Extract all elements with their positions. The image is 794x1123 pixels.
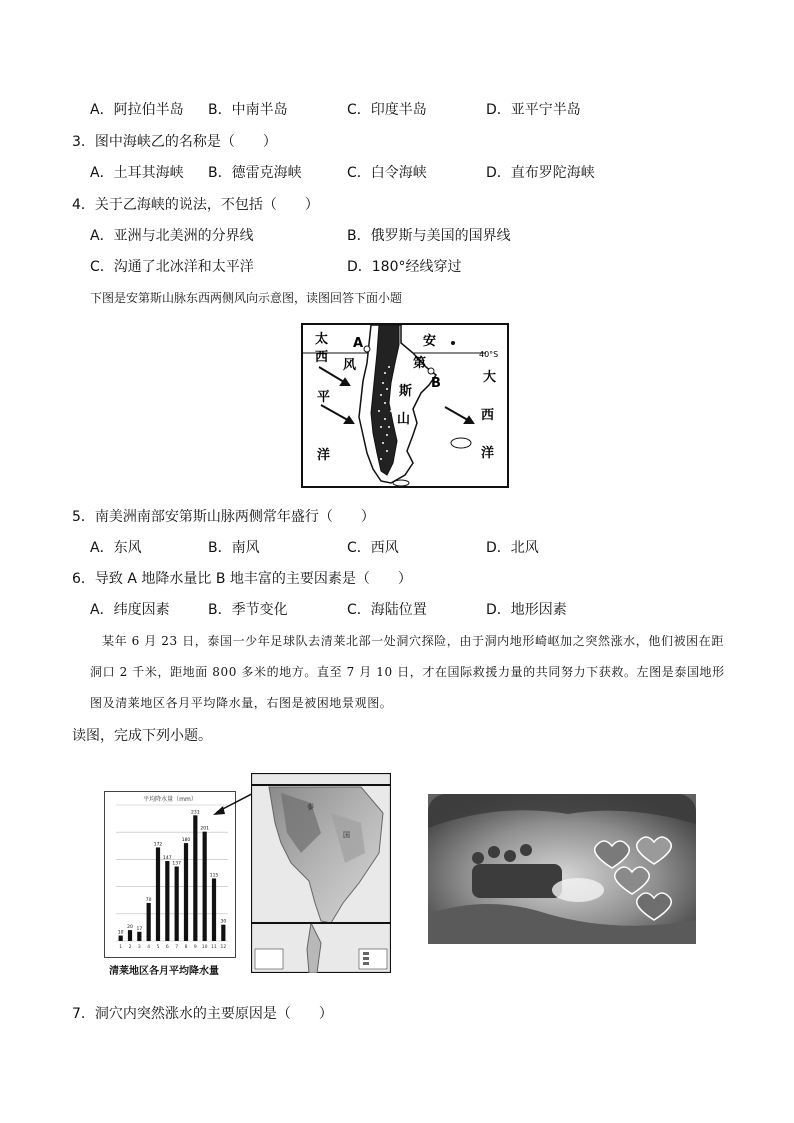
chart-x-tick: 8 <box>184 945 188 950</box>
q3-stem: 3．图中海峡乙的名称是（ ） <box>72 134 277 150</box>
chart-x-tick: 5 <box>156 945 160 950</box>
chart-bar <box>165 861 169 941</box>
chart-data-label: 172 <box>153 842 163 848</box>
q5-option-d: D．北风 <box>486 540 539 556</box>
chart-data-label: 231 <box>191 810 200 816</box>
map-label-xi: 西 <box>315 350 329 365</box>
map-label-da: 大 <box>483 370 497 385</box>
map-label-xi2: 西 <box>481 408 495 423</box>
q6-option-d: D．地形因素 <box>486 602 567 618</box>
chart-data-label: 70 <box>145 897 152 903</box>
q2-option-d: D．亚平宁半岛 <box>486 102 581 118</box>
chart-x-tick: 11 <box>211 945 217 950</box>
map-label-yang: 洋 <box>317 448 331 463</box>
chart-title: 平均降水量（mm） <box>143 796 197 803</box>
map-label-ping: 平 <box>317 390 331 405</box>
chart-data-label: 147 <box>163 856 172 862</box>
chart-data-label: 20 <box>127 925 133 931</box>
andes-wind-map <box>301 323 509 490</box>
q2-option-b: B．中南半岛 <box>208 102 288 118</box>
intro-andes: 下图是安第斯山脉东西两侧风向示意图，读图回答下面小题 <box>90 291 403 305</box>
map-label-an: 安 <box>423 334 437 349</box>
chart-bar <box>184 843 188 941</box>
q5-stem: 5．南美洲南部安第斯山脉两侧常年盛行（ ） <box>72 509 375 525</box>
thai-map-label-tai: 泰 <box>307 803 314 811</box>
q4-option-a: A．亚洲与北美洲的分界线 <box>90 228 254 244</box>
map-label-yang2: 洋 <box>481 446 495 461</box>
chart-data-label: 180 <box>181 838 191 844</box>
q4-option-d: D．180°经线穿过 <box>347 259 462 275</box>
q6-stem: 6．导致 A 地降水量比 B 地丰富的主要因素是（ ） <box>72 571 412 587</box>
chart-data-label: 17 <box>136 926 143 932</box>
chart-data-label: 115 <box>209 873 219 879</box>
q3-option-d: D．直布罗陀海峡 <box>486 165 595 181</box>
q7-stem: 7．洞穴内突然涨水的主要原因是（ ） <box>72 1006 333 1022</box>
chart-bar <box>147 903 151 941</box>
chart-x-tick: 4 <box>147 945 151 950</box>
cave-scene-illustration <box>428 794 696 944</box>
q6-option-c: C．海陆位置 <box>347 602 427 618</box>
q2-option-a: A．阿拉伯半岛 <box>90 102 184 118</box>
chart-bar <box>212 878 216 941</box>
chart-data-label: 201 <box>200 826 209 832</box>
chart-data-label: 137 <box>172 861 181 867</box>
q2-option-c: C．印度半岛 <box>347 102 427 118</box>
thai-map-label-guo: 国 <box>343 831 350 839</box>
map-label-di: 第 <box>413 356 427 371</box>
chart-x-tick: 2 <box>128 945 132 950</box>
read-prompt: 读图，完成下列小题。 <box>72 728 212 744</box>
chart-bar <box>221 925 225 941</box>
map-label-si: 斯 <box>399 384 413 399</box>
chart-bar <box>203 832 207 941</box>
chart-data-label: 30 <box>220 919 227 925</box>
q5-option-a: A．东风 <box>90 540 142 556</box>
q6-option-a: A．纬度因素 <box>90 602 170 618</box>
map-label-tai: 太 <box>315 332 329 347</box>
chart-x-tick: 6 <box>165 945 169 950</box>
map-label-shan: 山 <box>397 412 411 427</box>
chart-x-tick: 3 <box>137 945 141 950</box>
chart-x-tick: 9 <box>193 945 197 950</box>
q4-stem: 4．关于乙海峡的说法，不包括（ ） <box>72 197 319 213</box>
q5-option-b: B．南风 <box>208 540 260 556</box>
q6-option-b: B．季节变化 <box>208 602 288 618</box>
chart-bar <box>128 930 132 941</box>
q3-option-b: B．德雷克海峡 <box>208 165 302 181</box>
chart-bar <box>137 932 141 941</box>
q5-option-c: C．西风 <box>347 540 399 556</box>
chart-bar <box>193 815 197 941</box>
q4-option-c: C．沟通了北冰洋和太平洋 <box>90 259 254 275</box>
thailand-terrain-map <box>251 773 391 973</box>
q4-option-b: B．俄罗斯与美国的国界线 <box>347 228 511 244</box>
map-label-a: A <box>353 336 364 351</box>
chart-bar <box>119 936 123 941</box>
map-label-lat: 40°S <box>479 350 499 359</box>
chart-data-label: 10 <box>117 930 124 936</box>
chart-caption: 清莱地区各月平均降水量 <box>109 966 219 977</box>
chart-x-tick: 7 <box>175 945 179 950</box>
map-label-b: B <box>431 376 441 391</box>
chart-x-tick: 1 <box>119 945 123 950</box>
passage-thailand-cave: 某年 6 月 23 日，泰国一少年足球队去清莱北部一处洞穴探险，由于洞内地形崎岖加之突然涨水，他们被困在距洞口 2 千米，距地面 800 多米的地方。直至 7 月 10 日，才在国际救援力量的共同努力下获救。左图是泰国地形图及清莱地区各月平均降水量，右图是被困地景观图。 <box>90 634 725 710</box>
chart-bar <box>156 847 160 941</box>
chart-x-tick: 10 <box>201 945 208 950</box>
map-label-feng: 风 <box>343 358 357 373</box>
chart-bar <box>175 866 179 941</box>
q3-option-a: A．土耳其海峡 <box>90 165 184 181</box>
q3-option-c: C．白令海峡 <box>347 165 427 181</box>
chart-x-tick: 12 <box>220 945 227 950</box>
